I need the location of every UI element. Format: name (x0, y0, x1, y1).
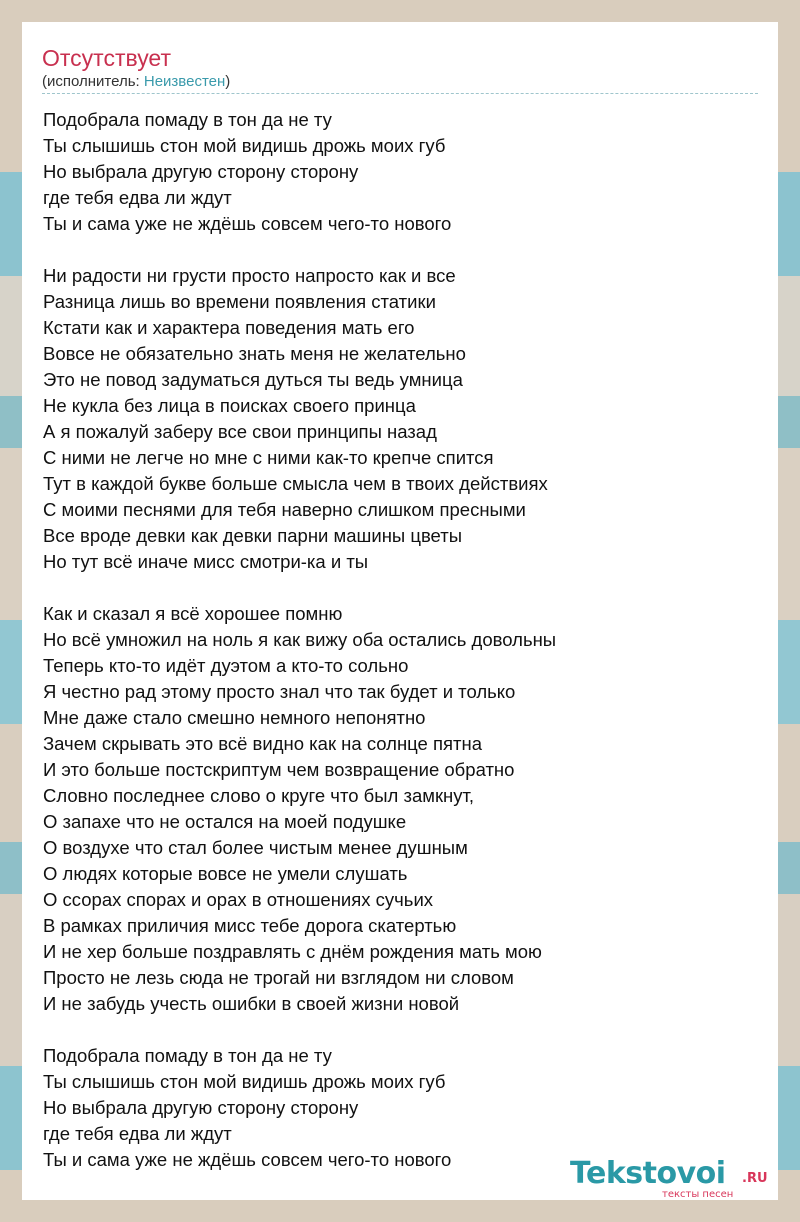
lyrics-line: Подобрала помаду в тон да не ту (43, 1045, 332, 1066)
lyrics-line: Ты слышишь стон мой видишь дрожь моих губ (43, 135, 446, 156)
lyrics-line: Теперь кто-то идёт дуэтом а кто-то сольно (43, 655, 409, 676)
lyrics-stanza (43, 1043, 556, 1173)
logo-tld: .RU (742, 1171, 768, 1186)
lyrics-line: Но всё умножил на ноль я как вижу оба остались довольны (43, 629, 557, 650)
header-divider (42, 93, 758, 94)
lyrics-line: О воздухе что стал более чистым менее душным (43, 837, 468, 858)
lyrics-line: Все вроде девки как девки парни машины цветы (43, 525, 463, 546)
lyrics-line: Разница лишь во времени появления статики (43, 291, 436, 312)
lyrics-line: И не хер больше поздравлять с днём рождения мать мою (43, 941, 542, 962)
lyrics-line: О ссорах спорах и орах в отношениях сучьих (43, 889, 434, 910)
lyrics-line: где тебя едва ли ждут (43, 1123, 232, 1144)
lyrics-line: И это больше постскриптум чем возвращение обратно (43, 759, 515, 780)
lyrics-line: Ты слышишь стон мой видишь дрожь моих губ (43, 1071, 446, 1092)
artist-prefix: (исполнитель: (42, 73, 144, 90)
lyrics-stanza (43, 263, 556, 575)
lyrics-line: Не кукла без лица в поисках своего принца (43, 395, 416, 416)
lyrics-line: А я пожалуй заберу все свои принципы назад (43, 421, 437, 442)
artist-suffix: ) (225, 73, 231, 90)
lyrics-line: В рамках приличия мисс тебе дорога скатертью (43, 915, 457, 936)
lyrics-line: С ними не легче но мне с ними как-то крепче спится (43, 447, 494, 468)
artist-line (42, 73, 230, 91)
lyrics-line: Ты и сама уже не ждёшь совсем чего-то нового (43, 213, 452, 234)
lyrics-line: Это не повод задуматься дуться ты ведь умница (43, 369, 463, 390)
lyrics-line: Но тут всё иначе мисс смотри-ка и ты (43, 551, 369, 572)
lyrics-line: Ты и сама уже не ждёшь совсем чего-то нового (43, 1149, 452, 1170)
lyrics-line: Вовсе не обязательно знать меня не желательно (43, 343, 466, 364)
lyrics-line: Кстати как и характера поведения мать его (43, 317, 415, 338)
lyrics-line: Но выбрала другую сторону сторону (43, 1097, 359, 1118)
lyrics-line: Тут в каждой букве больше смысла чем в твоих действиях (43, 473, 548, 494)
lyrics-line: Словно последнее слово о круге что был замкнут, (43, 785, 475, 806)
lyrics-line: Зачем скрывать это всё видно как на солнце пятна (43, 733, 483, 754)
lyrics-text (43, 107, 556, 1199)
lyrics-line: С моими песнями для тебя наверно слишком пресными (43, 499, 526, 520)
site-logo[interactable] (570, 1156, 776, 1200)
logo-wordmark: Tekstovoi (570, 1156, 726, 1191)
lyrics-stanza (43, 107, 556, 237)
lyrics-line: Ни радости ни грусти просто напросто как и все (43, 265, 456, 286)
lyrics-line: Но выбрала другую сторону сторону (43, 161, 359, 182)
lyrics-line: Просто не лезь сюда не трогай ни взглядом ни словом (43, 967, 514, 988)
lyrics-line: О запахе что не остался на моей подушке (43, 811, 407, 832)
artist-link[interactable]: Неизвестен (143, 73, 226, 90)
lyrics-line: где тебя едва ли ждут (43, 187, 232, 208)
lyrics-stanza (43, 601, 556, 1017)
lyrics-card (22, 22, 778, 1200)
lyrics-line: Как и сказал я всё хорошее помню (43, 603, 343, 624)
song-title: Отсутствует (42, 45, 171, 71)
lyrics-line: О людях которые вовсе не умели слушать (43, 863, 408, 884)
lyrics-line: И не забудь учесть ошибки в своей жизни новой (43, 993, 460, 1014)
lyrics-line: Подобрала помаду в тон да не ту (43, 109, 332, 130)
lyrics-line: Я честно рад этому просто знал что так будет и только (43, 681, 516, 702)
lyrics-line: Мне даже стало смешно немного непонятно (43, 707, 426, 728)
logo-tagline: тексты песен (662, 1189, 734, 1200)
